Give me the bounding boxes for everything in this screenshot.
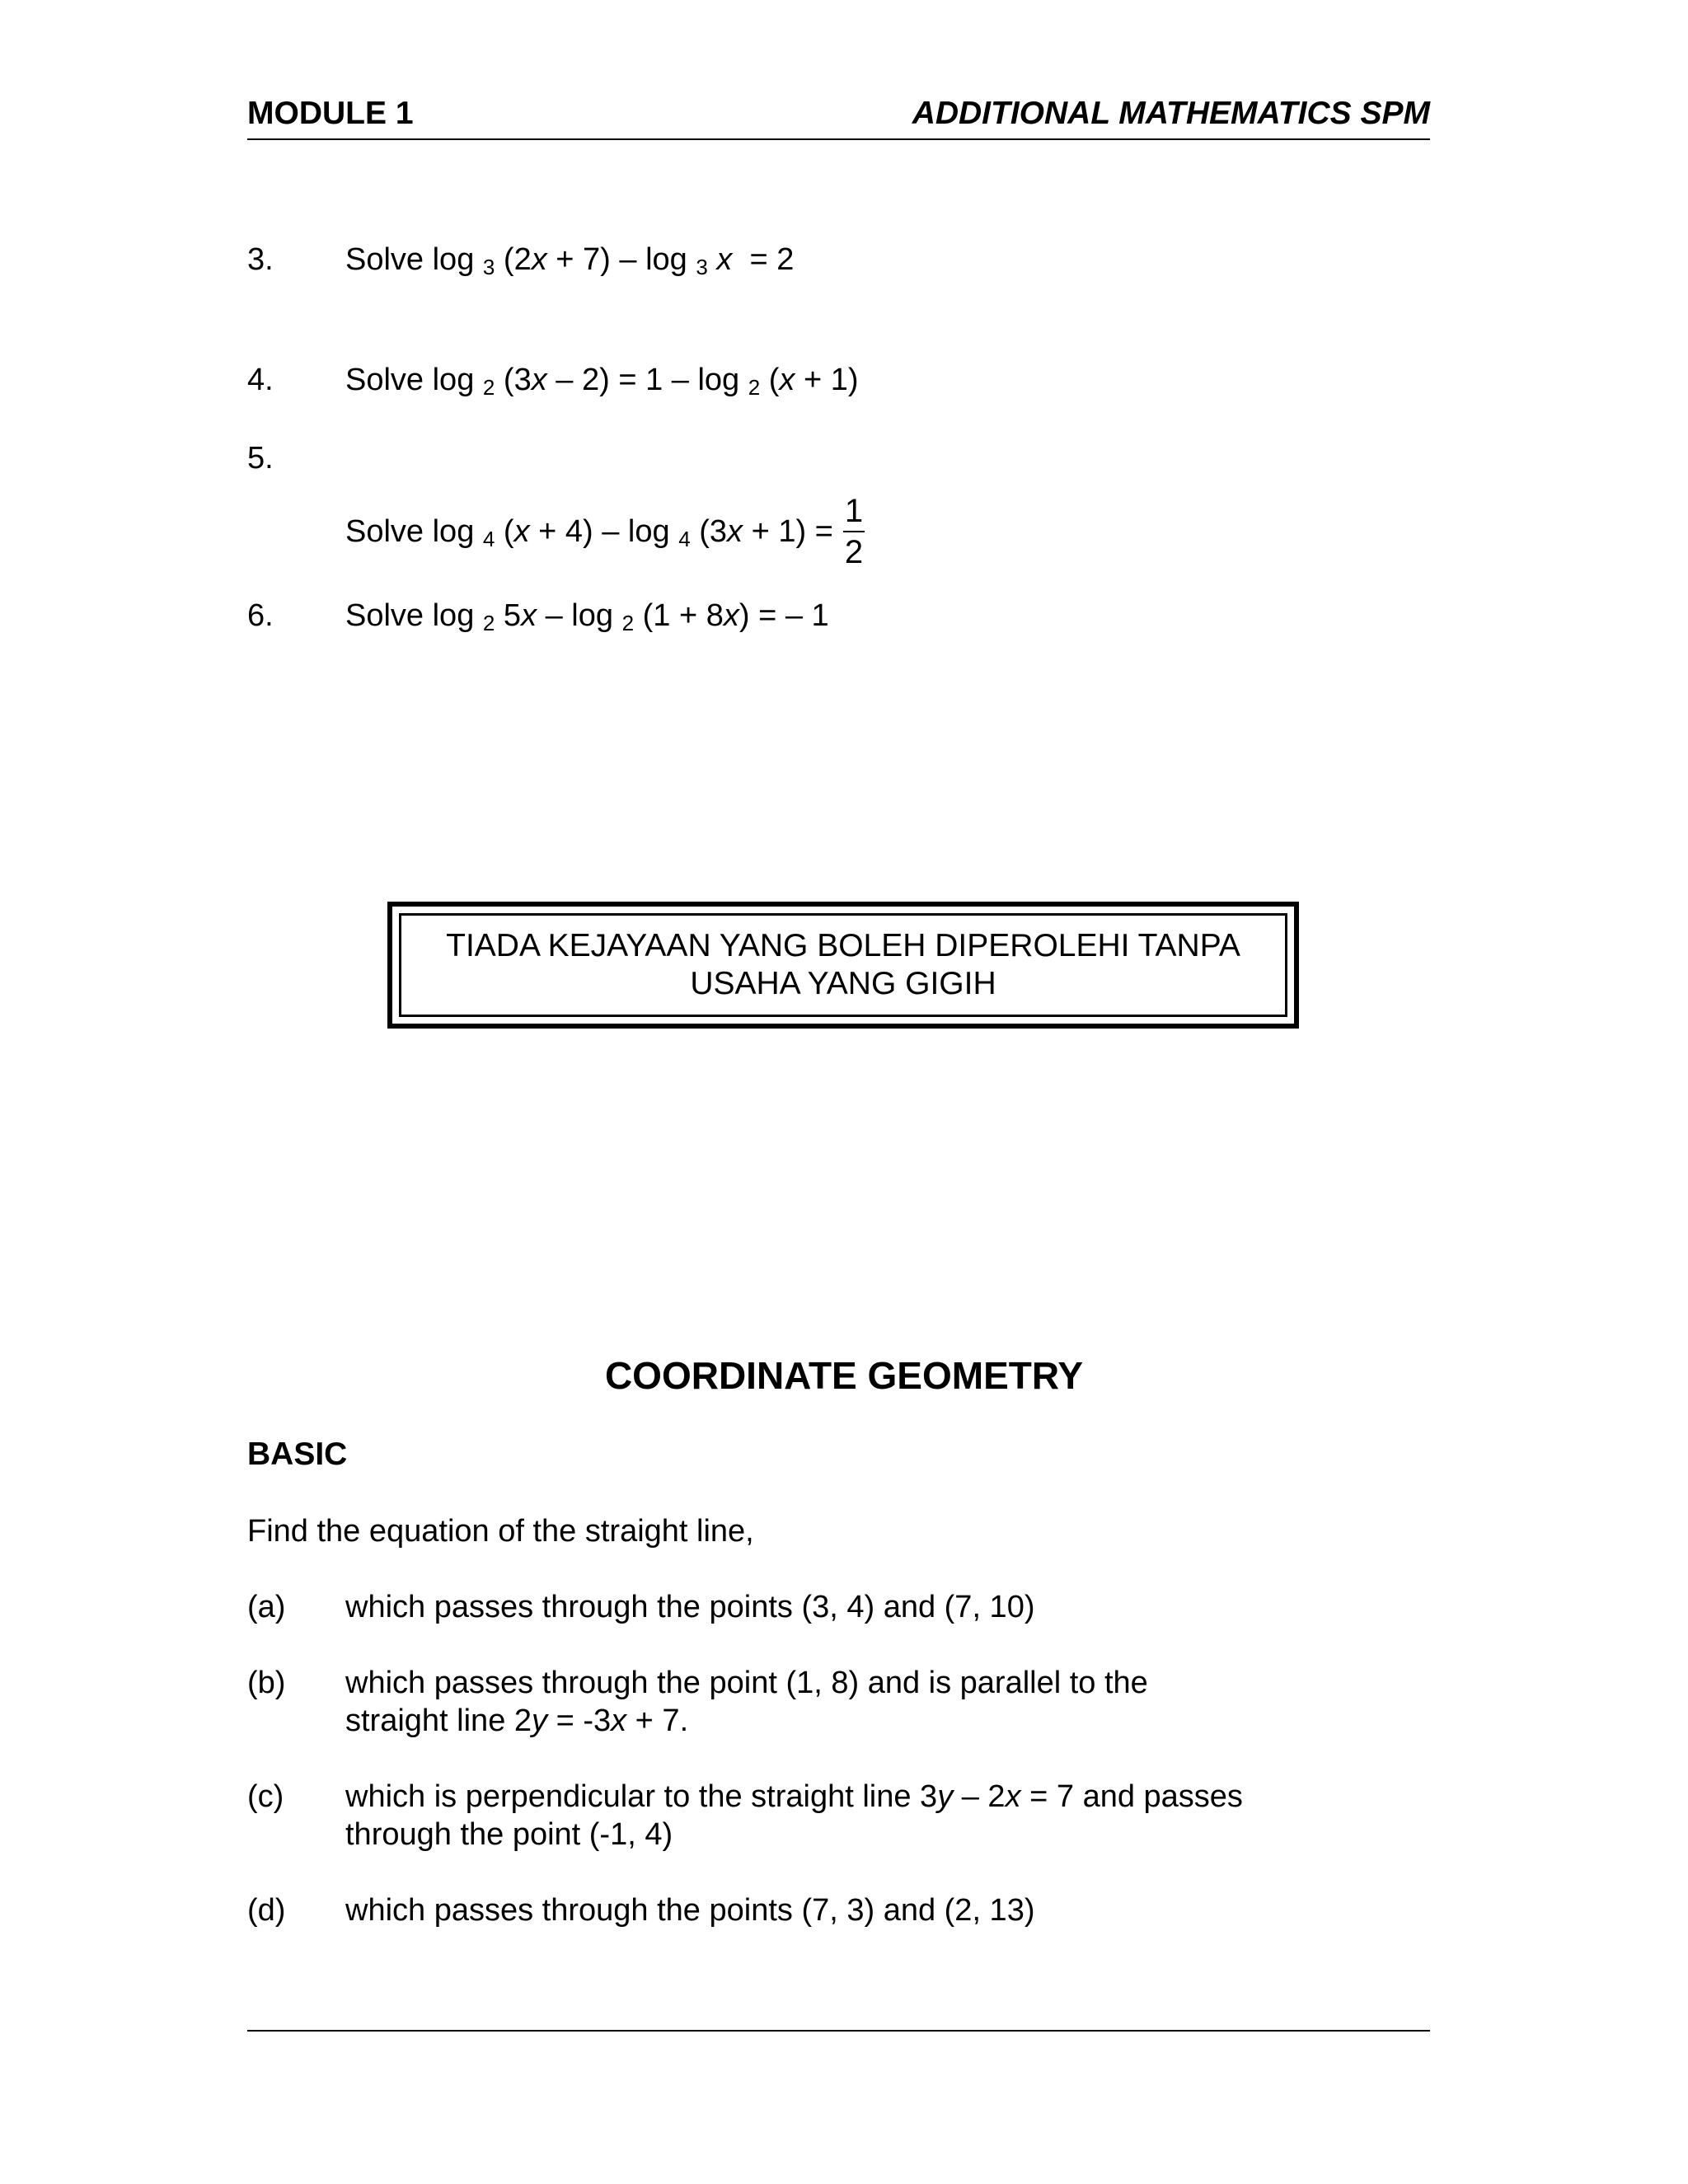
part-a-label: (a) — [247, 1590, 286, 1624]
instruction-text: Find the equation of the straight line, — [247, 1514, 754, 1549]
part-c-text-line1: which is perpendicular to the straight line 3y – 2x = 7 and passes — [345, 1779, 1243, 1814]
motto-line-2: USAHA YANG GIGIH — [690, 966, 996, 1001]
motto-inner-frame — [399, 913, 1287, 1017]
motto-line-1: TIADA KEJAYAAN YANG BOLEH DIPEROLEHI TANPA — [446, 928, 1240, 963]
fraction-one-half: $\frac{1}{2}$ — [844, 493, 864, 570]
part-b-text-line1: which passes through the point (1, 8) and is parallel to the — [345, 1666, 1148, 1700]
part-c-text-line2: through the point (-1, 4) — [345, 1817, 673, 1852]
section-title: COORDINATE GEOMETRY — [604, 1354, 1084, 1397]
module-label: MODULE 1 — [247, 96, 414, 131]
question-5-text: Solve log $_4$ (x + 4) – log $_4$ (3x + 1) = $\frac{1}{2}$ — [345, 493, 864, 570]
question-6-text: Solve log $_2$ 5x – log $_2$ (1 + 8x) = – 1 — [345, 598, 829, 635]
question-number-3: 3. — [247, 242, 274, 277]
header-rule — [247, 138, 1430, 140]
motto-box — [387, 902, 1299, 1029]
section-subtitle: BASIC — [247, 1436, 348, 1472]
question-4-text: Solve log $_2$ (3x – 2) = 1 – log $_2$ (x + 1) — [345, 363, 859, 400]
question-number-5: 5. — [247, 441, 274, 476]
footer-rule — [247, 2030, 1430, 2032]
question-3-text: Solve log $_3$ (2x + 7) – log $_3$ x = 2 — [345, 242, 795, 279]
question-number-6: 6. — [247, 598, 274, 633]
part-b-text-line2: straight line 2y = -3x + 7. — [345, 1704, 689, 1738]
part-b-label: (b) — [247, 1666, 286, 1700]
question-number-4: 4. — [247, 363, 274, 397]
part-d-text: which passes through the points (7, 3) and (2, 13) — [345, 1893, 1035, 1928]
part-d-label: (d) — [247, 1893, 286, 1928]
part-c-label: (c) — [247, 1779, 284, 1814]
subject-title: ADDITIONAL MATHEMATICS SPM — [912, 96, 1430, 131]
part-a-text: which passes through the points (3, 4) and (7, 10) — [345, 1590, 1035, 1624]
